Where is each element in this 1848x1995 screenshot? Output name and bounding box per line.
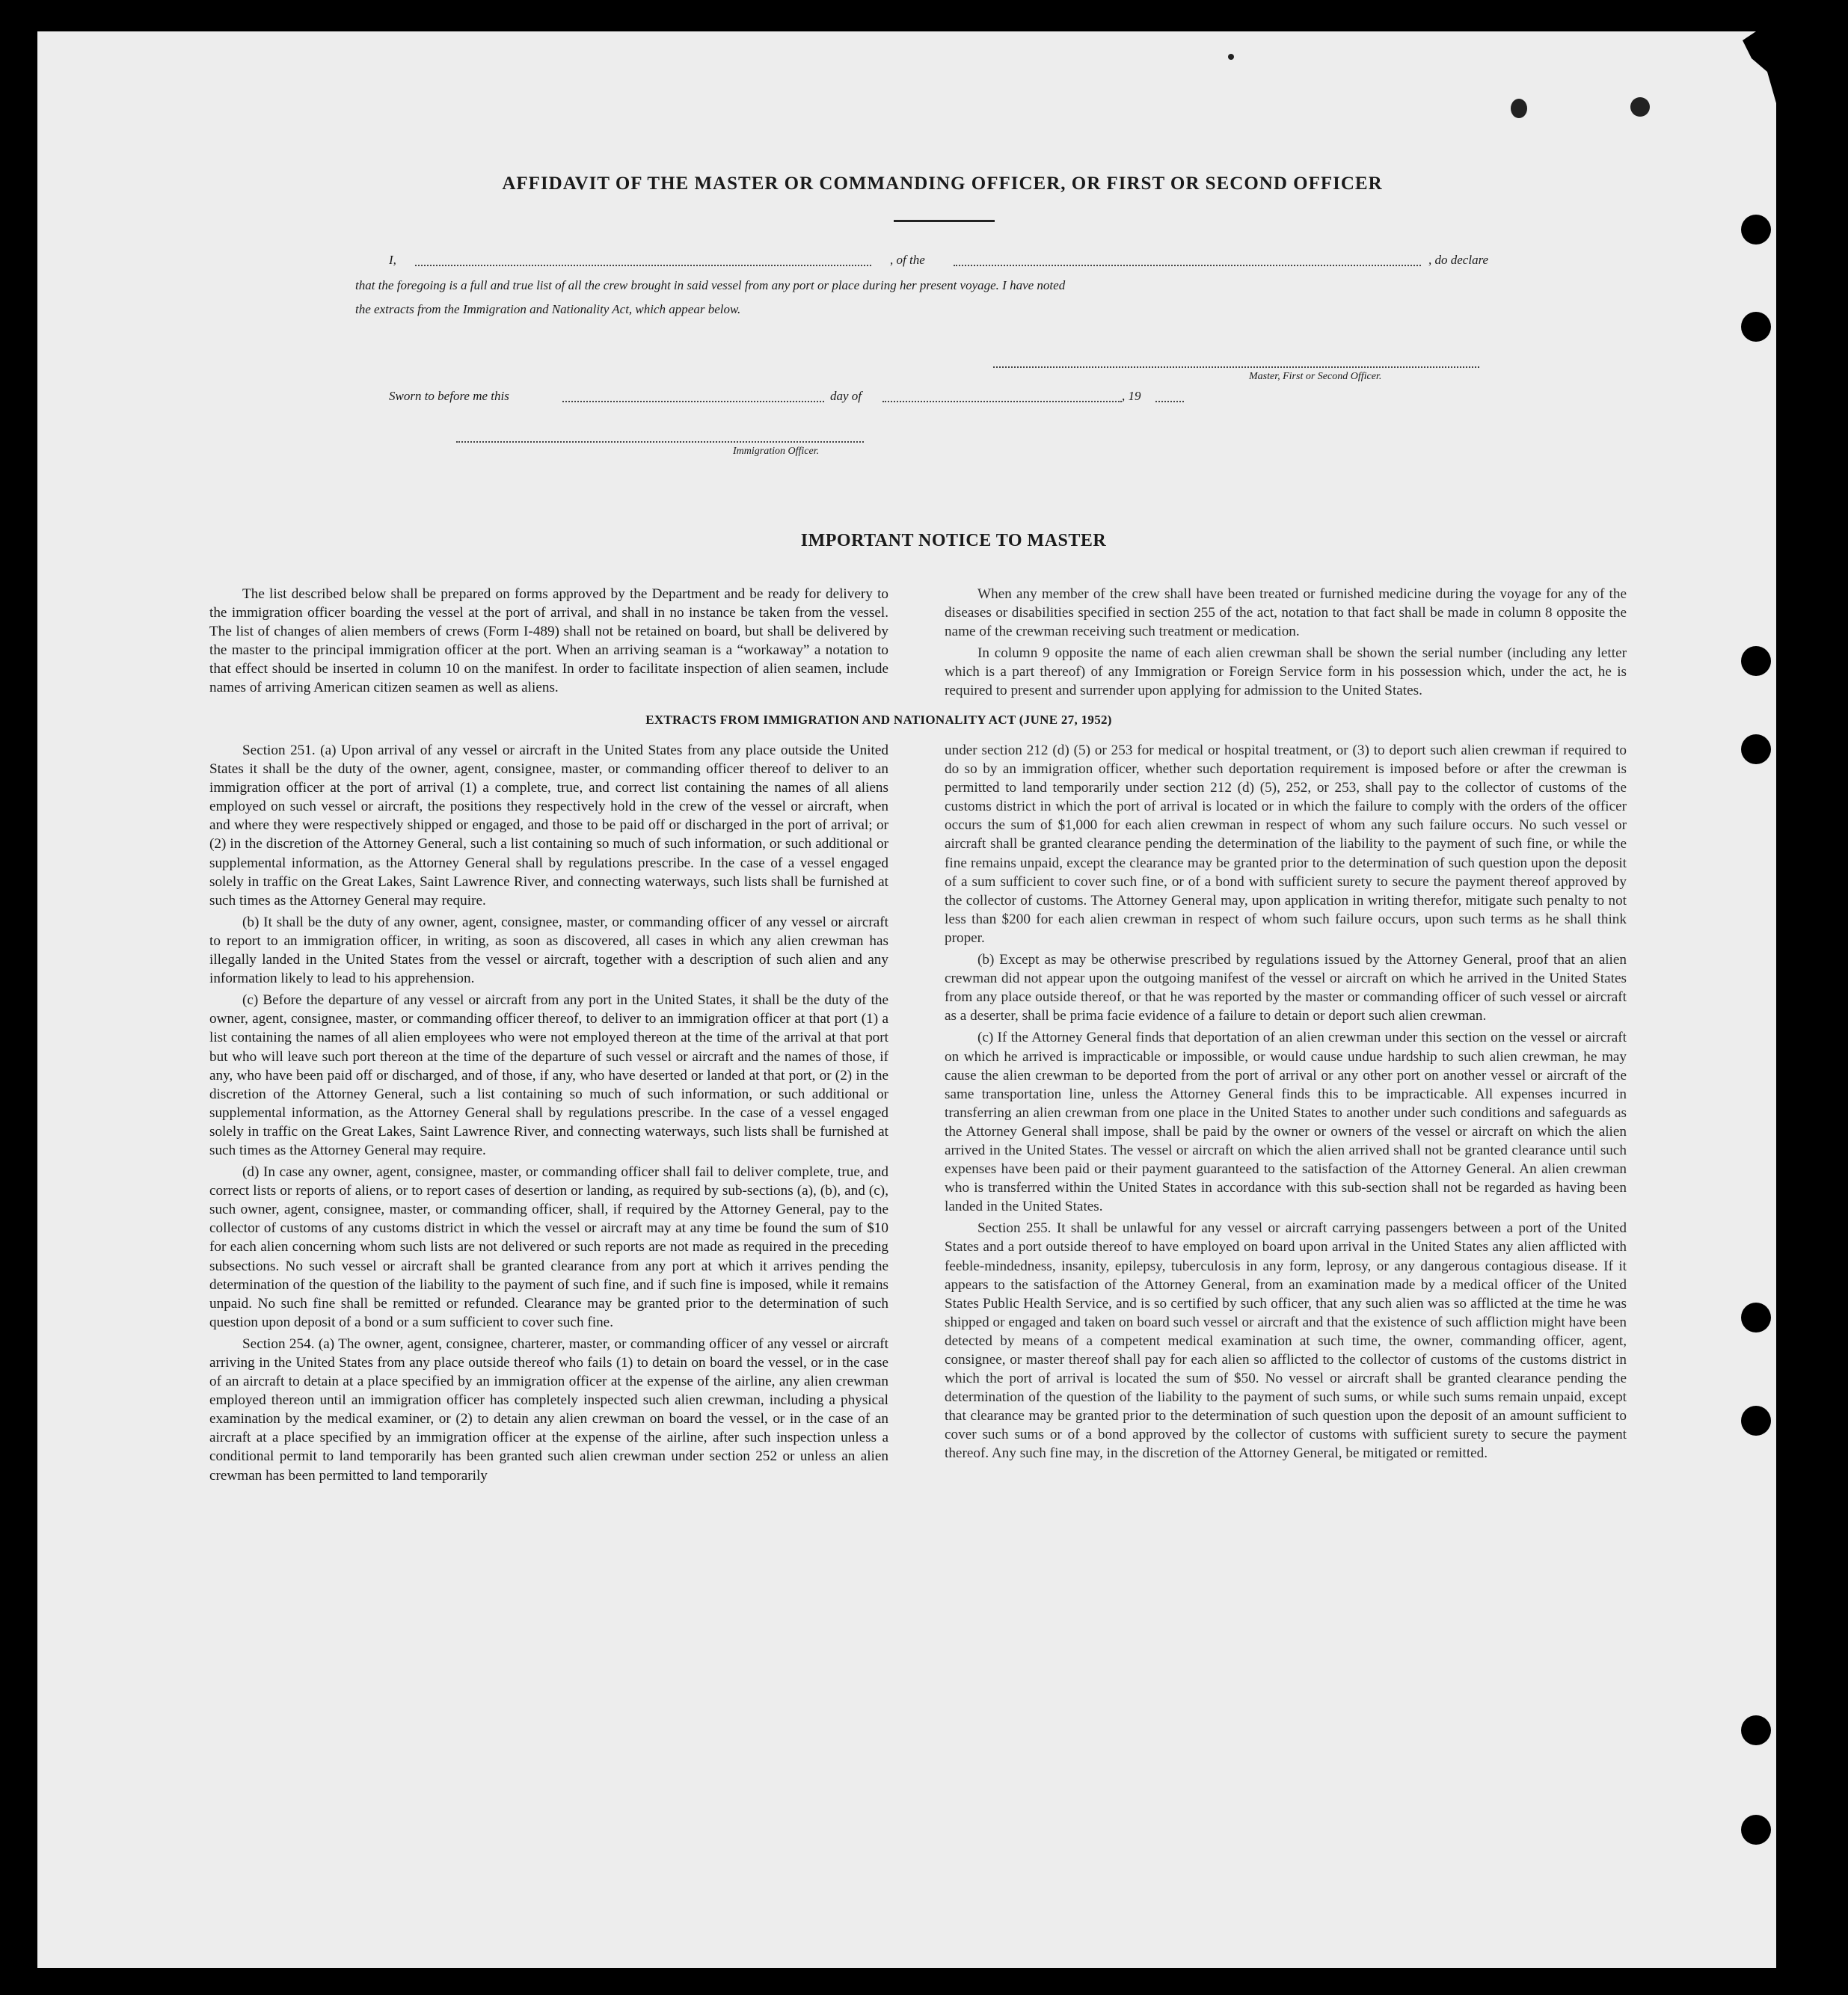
extracts-right-column bbox=[945, 741, 1627, 1466]
month-blank bbox=[882, 401, 1122, 402]
year-label: , 19 bbox=[1122, 389, 1141, 403]
punch-hole bbox=[1741, 1715, 1771, 1745]
notice-paragraph: The list described below shall be prepared on forms approved by the Department and be ready for delivery to the immigration officer boarding the vessel at the port of arrival, and shall in no instance be taken from the vessel. The list of changes of alien members of crews (Form I-489) shall not be retained on board, but shall be delivered by the master to the principal immigration officer at the port. When an arriving seaman is a “workaway” a notation to that effect should be inserted in column 10 on the manifest. In order to facilitate inspection of alien seamen, include names of arriving American citizen seamen as well as aliens. bbox=[209, 586, 888, 696]
notice-title: IMPORTANT NOTICE TO MASTER bbox=[800, 531, 1107, 550]
declaration-of-the: , of the bbox=[890, 253, 925, 267]
officer-label: Immigration Officer. bbox=[733, 446, 820, 457]
master-signature-line bbox=[993, 366, 1479, 368]
torn-corner bbox=[1743, 31, 1776, 121]
section-paragraph: (c) Before the departure of any vessel or aircraft from any port in the United States, it shall be the duty of the owner, agent, consignee, master, or commanding officer thereof, to deliver to an immigration officer at that port (1) a list containing the names of all alien employees who were not employed thereon at the time of the arrival at that port but who will leave such port thereon at the time of the departure of such vessel or aircraft and the names of those, if any, who have been paid off or discharged, and of those, if any, who have deserted or landed at that port, or (2) in the discretion of the Attorney General, such a list containing so much of such information, or such additional or supplemental information, as the Attorney General shall by regulations prescribe. In the case of a vessel engaged solely in traffic on the Great Lakes, Saint Lawrence River, and connecting waterways, such lists shall be furnished at such times as the Attorney General may require. bbox=[209, 992, 888, 1158]
punch-hole bbox=[1741, 646, 1771, 676]
ink-speck bbox=[1511, 99, 1527, 118]
punch-hole bbox=[1741, 312, 1771, 342]
section-paragraph: Section 255. It shall be unlawful for any vessel or aircraft carrying passengers between a port of the United States and a port outside thereof to have employed on board upon arrival in the United States any alien afflicted with feeble-mindedness, insanity, epilepsy, tuberculosis in any form, leprosy, or any dangerous contagious disease. If it appears to the satisfaction of the Attorney General, from an examination made by a medical officer of the United States Public Health Service, and is so certified by such officer, that any such alien was so afflicted at the time he was shipped or engaged and taken on board such vessel or aircraft and that the existence of such affliction might have been detected by means of a competent medical examination at such time, the owner, commanding officer, agent, consignee, or master thereof shall pay for each alien so afflicted to the collector of customs of the customs district in which the port of arrival is located the sum of $50. No vessel or aircraft shall be granted clearance pending the determination of the question of the liability to the payment of such sums, or while such sums remain unpaid, except that clearance may be granted prior to the determination of such question upon the deposit of an amount sufficient to cover such sums or of a bond approved by the collector of customs with sufficient surety to secure the payment thereof. Any such fine may, in the discretion of the Attorney General, be mitigated or remitted. bbox=[945, 1220, 1627, 1462]
master-label: Master, First or Second Officer. bbox=[1249, 371, 1382, 382]
notice-paragraph: When any member of the crew shall have been treated or furnished medicine during the voyage for any of the diseases or disabilities specified in section 255 of the act, notation to that fact shall be made in column 8 opposite the name of the crewman receiving such treatment or medication. bbox=[945, 586, 1627, 640]
declaration-text-continued: the extracts from the Immigration and Nationality Act, which appear below. bbox=[355, 302, 741, 316]
affidavit-title: AFFIDAVIT OF THE MASTER OR COMMANDING OFFICER, OR FIRST OR SECOND OFFICER bbox=[502, 173, 1383, 194]
declaration-i: I, bbox=[389, 253, 396, 267]
punch-hole bbox=[1741, 215, 1771, 245]
section-paragraph: (c) If the Attorney General finds that deportation of an alien crewman under this section on the vessel or aircraft on which he arrived is impracticable or impossible, or would cause undue hardship to such alien crewman, he may cause the alien crewman to be deported from the port of arrival or any other port on another vessel or aircraft of the same transportation line, unless the Attorney General finds this to be impracticable. All expenses incurred in transferring an alien crewman from one place in the United States to another under such conditions and safeguards as the Attorney General shall impose, shall be paid by the owner or owners of the vessel or aircraft on which the alien arrived in the United States. The vessel or aircraft on which the alien arrived shall not be granted clearance until such expenses have been paid or their payment guaranteed to the satisfaction of the Attorney General. An alien crewman who is transferred within the United States in accordance with this sub-section shall not be regarded as having been landed in the United States. bbox=[945, 1030, 1627, 1215]
section-paragraph: (b) It shall be the duty of any owner, agent, consignee, master, or commanding officer of any vessel or aircraft to report to an immigration officer, in writing, as soon as discovered, all cases in which any alien crewman has illegally landed in the United States from the vessel or aircraft, together with a description of such alien and any information likely to lead to his apprehension. bbox=[209, 914, 888, 987]
extracts-title: EXTRACTS FROM IMMIGRATION AND NATIONALITY ACT (JUNE 27, 1952) bbox=[645, 713, 1112, 727]
punch-hole bbox=[1741, 1815, 1771, 1845]
officer-signature-line bbox=[456, 441, 864, 443]
document-page bbox=[37, 31, 1776, 1968]
section-paragraph: under section 212 (d) (5) or 253 for medical or hospital treatment, or (3) to deport such alien crewman if required to do so by an immigration officer, whether such deportation requirement is imposed before or after the crewman is permitted to land temporarily under section 212 (d) (5), 252, or 253, shall pay to the collector of customs of the customs district in which the port of arrival is located or in which the failure to comply with the orders of the officer occurs the sum of $1,000 for each alien crewman in respect of whom any such failure occurs. No such vessel or aircraft shall be granted clearance pending the determination of the liability to the payment of such fine, or while the fine remains unpaid, except the clearance may be granted prior to the determination of such question upon the deposit of a sum sufficient to cover such fine, or of a bond with sufficient surety to secure the payment thereof approved by the collector of customs. The Attorney General may, upon application in writing therefor, mitigate such penalty to not less than $200 for each alien crewman in respect of whom such failure occurs, upon such terms as he shall think proper. bbox=[945, 743, 1627, 946]
sworn-date-blank bbox=[562, 401, 824, 402]
notice-paragraph: In column 9 opposite the name of each alien crewman shall be shown the serial number (including any letter which is a part thereof) of any Immigration or Foreign Service form in his possession which, under the act, he is required to present and surrender upon applying for admission to the United States. bbox=[945, 645, 1627, 699]
vessel-blank bbox=[954, 265, 1421, 266]
sworn-label: Sworn to before me this bbox=[389, 389, 509, 403]
section-paragraph: Section 254. (a) The owner, agent, consignee, charterer, master, or commanding officer of any vessel or aircraft arriving in the United States from any place outside thereof who fails (1) to detain on board the vessel, or in the case of an aircraft to detain at a place specified by an immigration officer at the expense of the airline, any alien crewman employed thereon until an immigration officer has completely inspected such alien crewman, including a physical examination by the medical examiner, or (2) to detain any alien crewman on board the vessel, or in the case of an aircraft at a place specified by an immigration officer at the expense of the airline, after such inspection unless a conditional permit to land temporarily has been granted such alien crewman under section 252 or unless an alien crewman has been permitted to land temporarily bbox=[209, 1335, 888, 1484]
notice-right-column bbox=[945, 585, 1627, 704]
day-of-label: day of bbox=[830, 389, 862, 403]
extracts-left-column bbox=[209, 741, 888, 1488]
title-rule bbox=[894, 220, 995, 222]
punch-hole bbox=[1741, 1406, 1771, 1436]
section-paragraph: Section 251. (a) Upon arrival of any vessel or aircraft in the United States from any place outside the United States it shall be the duty of the owner, agent, consignee, master, or commanding officer thereof to deliver to an immigration officer at the port of arrival (1) a complete, true, and correct list containing the names of all aliens employed on such vessel or aircraft, the positions they respectively hold in the crew of the vessel or aircraft, when and where they were respectively shipped or engaged, and those to be paid off or discharged in the port of arrival; or (2) in the discretion of the Attorney General, such a list containing so much of such information, or such additional or supplemental information, as the Attorney General shall by regulations prescribe. In the case of a vessel engaged solely in traffic on the Great Lakes, Saint Lawrence River, and connecting waterways, such lists shall be furnished at such times as the Attorney General may require. bbox=[209, 743, 888, 909]
punch-hole bbox=[1741, 1303, 1771, 1332]
ink-speck bbox=[1630, 97, 1650, 117]
name-blank bbox=[415, 265, 871, 266]
section-paragraph: (b) Except as may be otherwise prescribed by regulations issued by the Attorney General, proof that an alien crewman did not appear upon the outgoing manifest of the vessel or aircraft on which he arrived in the United States from any place outside thereof, or that he was reported by the master or commanding officer of such vessel or aircraft as a deserter, shall be prima facie evidence of a failure to detain or deport such alien crewman. bbox=[945, 952, 1627, 1024]
notice-left-column bbox=[209, 585, 888, 701]
declaration-declare: , do declare bbox=[1428, 253, 1489, 267]
declaration-text: that the foregoing is a full and true list of all the crew brought in said vessel from any port or place during her present voyage. I have noted bbox=[355, 278, 1066, 292]
section-paragraph: (d) In case any owner, agent, consignee, master, or commanding officer shall fail to deliver complete, true, and correct lists or reports of aliens, or to report cases of desertion or landing, as required by sub-sections (a), (b), and (c), such owner, agent, consignee, master, or commanding officer, shall, if required by the Attorney General, pay to the collector of customs of any customs district in which the vessel or aircraft may at any time be found the sum of $10 for each alien concerning whom such lists are not delivered or such reports are not made as required in the preceding subsections. No such vessel or aircraft shall be granted clearance from any port at which it arrives pending the determination of the question of the liability to the payment of such fine, and if such fine is imposed, while it remains unpaid. No such fine shall be remitted or refunded. Clearance may be granted prior to the determination of such question upon deposit of a bond or a sum sufficient to cover such fine. bbox=[209, 1164, 888, 1330]
year-blank bbox=[1155, 401, 1184, 402]
ink-speck bbox=[1228, 54, 1234, 60]
punch-hole bbox=[1741, 734, 1771, 764]
